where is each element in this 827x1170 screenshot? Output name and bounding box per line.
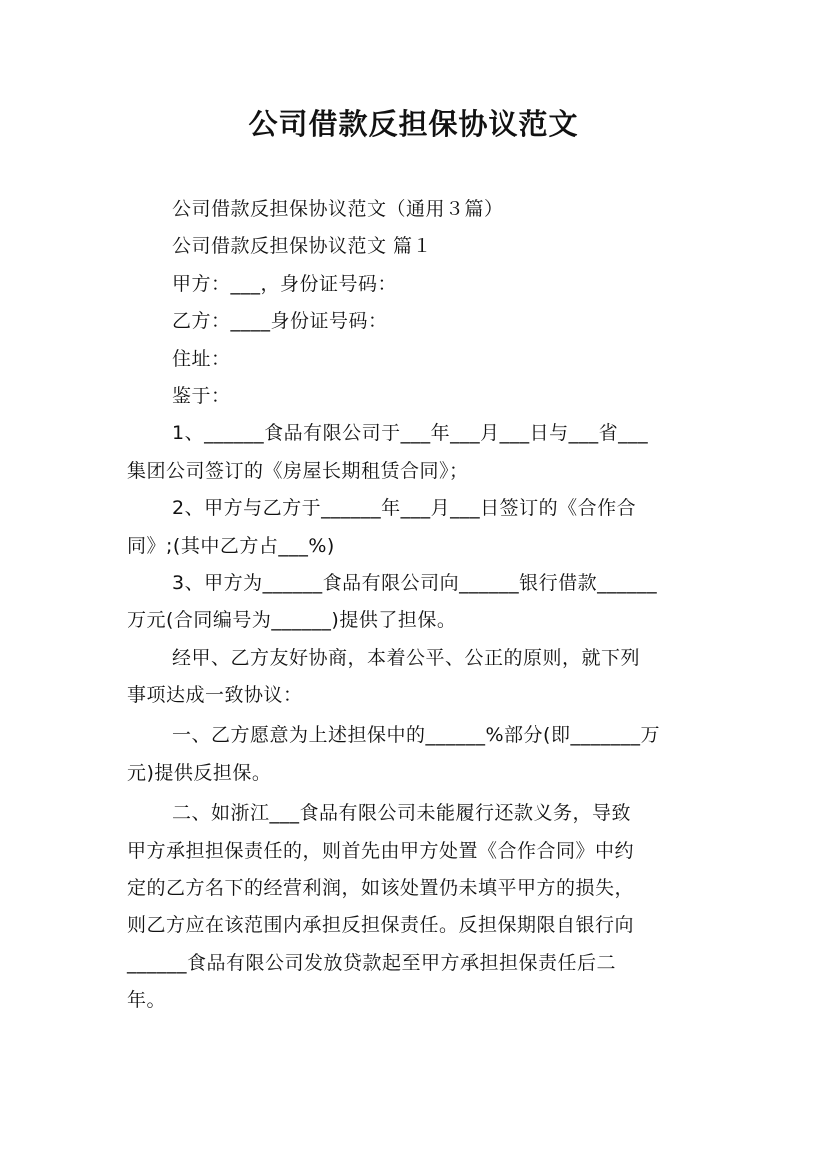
clause-3-line-1: 3、甲方为______食品有限公司向______银行借款______ — [172, 571, 658, 594]
term-2-line-6: 年。 — [127, 989, 167, 1012]
agreement-intro-line-1: 经甲、乙方友好协商，本着公平、公正的原则，就下列 — [172, 646, 641, 669]
clause-1-line-2: 集团公司签订的《房屋长期租赁合同》； — [127, 459, 469, 482]
party-a-line: 甲方：___，身份证号码： — [172, 272, 398, 295]
term-2-line-5: ______食品有限公司发放贷款起至甲方承担担保责任后二 — [127, 951, 617, 974]
whereas-heading: 鉴于： — [172, 384, 231, 407]
agreement-intro-line-2: 事项达成一致协议： — [127, 684, 303, 707]
term-1-line-2: 元)提供反担保。 — [127, 761, 272, 784]
term-2-line-3: 定的乙方名下的经营利润，如该处置仍未填平甲方的损失， — [127, 877, 635, 900]
address-line: 住址： — [172, 347, 231, 370]
article-heading: 公司借款反担保协议范文 篇１ — [172, 235, 433, 258]
clause-3-line-2: 万元(合同编号为______)提供了担保。 — [127, 609, 457, 632]
term-2-line-1: 二、如浙江___食品有限公司未能履行还款义务，导致 — [172, 802, 632, 825]
document-body — [127, 191, 703, 1020]
clause-1-line-1: 1、______食品有限公司于___年___月___日与___省___ — [172, 422, 649, 445]
clause-2-line-1: 2、甲方与乙方于______年___月___日签订的《合作合 — [172, 497, 637, 520]
clause-2-line-2: 同》;(其中乙方占___%) — [127, 534, 335, 557]
subtitle-line: 公司借款反担保协议范文（通用３篇） — [172, 198, 504, 220]
document-title: 公司借款反担保协议范文 — [248, 107, 579, 141]
term-1-line-1: 一、乙方愿意为上述担保中的______%部分(即_______万 — [172, 724, 660, 747]
term-2-line-2: 甲方承担担保责任的，则首先由甲方处置《合作合同》中约 — [127, 839, 635, 862]
term-2-line-4: 则乙方应在该范围内承担反担保责任。反担保期限自银行向 — [127, 914, 635, 937]
party-b-line: 乙方：____身份证号码： — [172, 310, 388, 333]
